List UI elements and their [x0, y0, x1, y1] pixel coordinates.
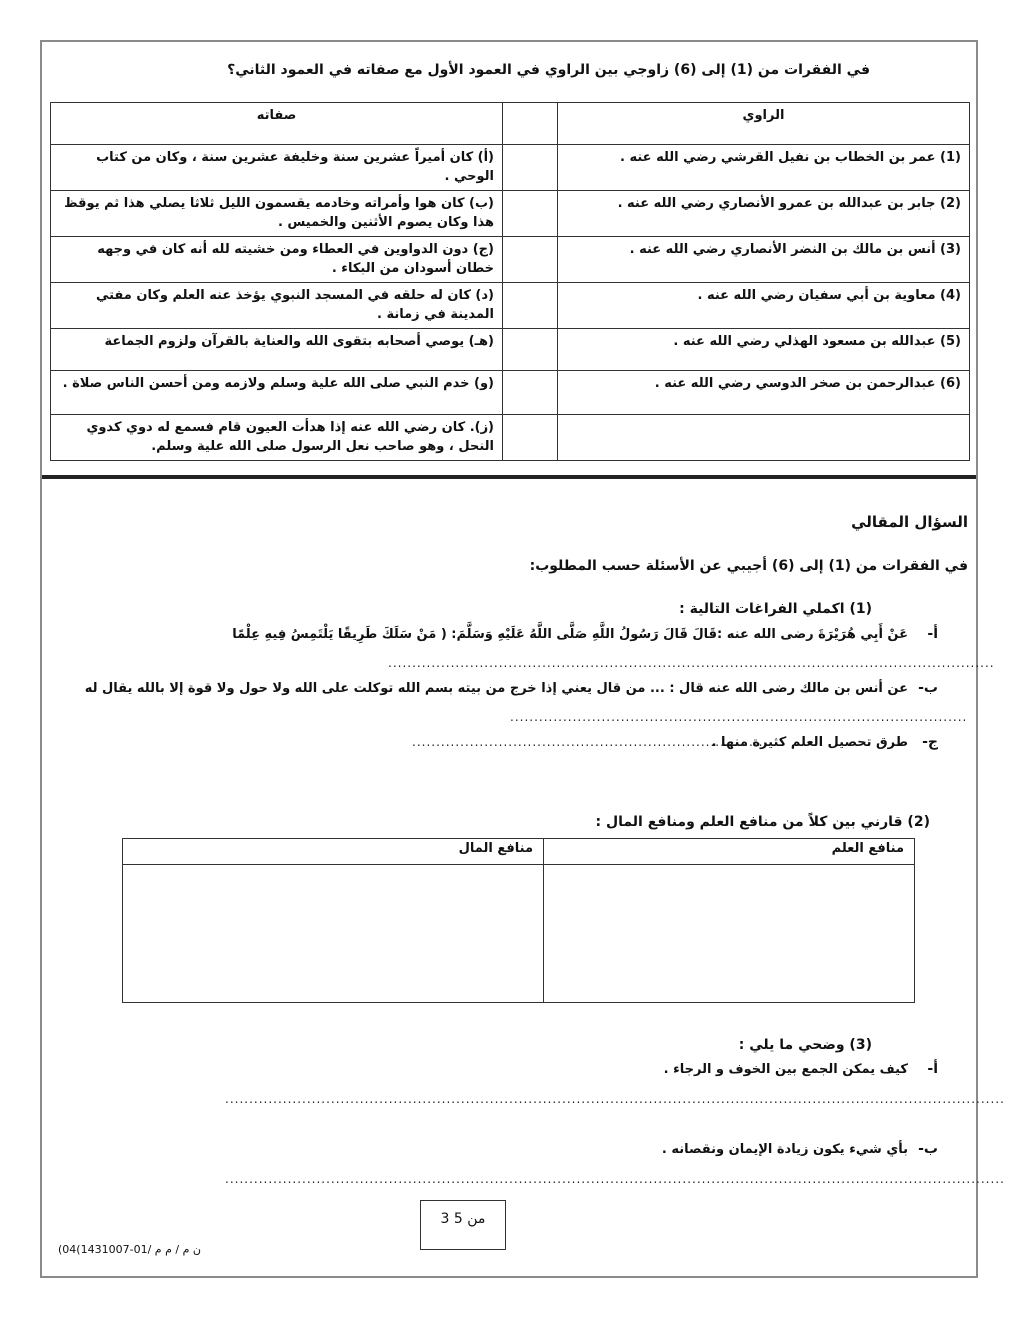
answer-cell-7[interactable] — [503, 415, 558, 461]
narrator-1: (1) عمر بن الخطاب بن نفيل القرشي رضي الله عنه . — [558, 145, 970, 191]
attribute-d: (د) كان له حلقه في المسجد النبوي يؤخذ عنه العلم وكان مفتي المدينة في زمانة . — [51, 283, 503, 329]
q1-title: (1) اكملي الفراغات التالية : — [679, 601, 872, 617]
answer-cell-6[interactable] — [503, 371, 558, 415]
q1-b-marker: ب- — [918, 680, 938, 696]
q1-c-text: طرق تحصيل العلم كثيرة منها . — [711, 735, 908, 750]
page-number-box — [420, 1200, 506, 1250]
attribute-a: (أ) كان أميراً عشرين سنة وخليفة عشرين سنة ، وكان من كتاب الوحي . — [51, 145, 503, 191]
attribute-g: (ز). كان رضي الله عنه إذا هدأت العيون قام فسمع له دوي كدوي النحل ، وهو صاحب نعل الرسول صلى الله علية وسلم. — [51, 415, 503, 461]
essay-instruction: في الفقرات من (1) إلى (6) أجيبي عن الأسئلة حسب المطلوب: — [529, 558, 968, 574]
q1-a-answer-line[interactable]: .............................................................................................................................. — [388, 656, 995, 670]
answer-cell-4[interactable] — [503, 283, 558, 329]
narrator-5: (5) عبدالله بن مسعود الهذلي رضي الله عنه . — [558, 329, 970, 371]
q3-a-answer-line[interactable]: .................................................................................................................................................................. — [225, 1092, 1005, 1106]
answer-cell-3[interactable] — [503, 237, 558, 283]
header-attribute: صفاته — [51, 103, 503, 145]
q3-title: (3) وضحي ما يلي : — [738, 1037, 872, 1053]
q1-a-marker: أ- — [927, 626, 938, 642]
page-number: 3 من 5 — [440, 1211, 486, 1227]
answer-cell-5[interactable] — [503, 329, 558, 371]
matching-instruction: في الفقرات من (1) إلى (6) زاوجي بين الراوي في العمود الأول مع صفاته في العمود الثاني؟ — [227, 62, 870, 78]
col-money-header: منافع المال — [123, 839, 544, 865]
q3-b-answer-line[interactable]: .................................................................................................................................................................. — [225, 1172, 1005, 1186]
narrator-empty — [558, 415, 970, 461]
narrator-6: (6) عبدالرحمن بن صخر الدوسي رضي الله عنه . — [558, 371, 970, 415]
q3-a-text: كيف يمكن الجمع بين الخوف و الرجاء . — [663, 1062, 908, 1077]
narrator-3: (3) أنس بن مالك بن النضر الأنصاري رضي الله عنه . — [558, 237, 970, 283]
document-code: ن م / م م /01-1431007)04) — [58, 1243, 201, 1256]
money-answer-cell[interactable] — [123, 865, 544, 1003]
comparison-table — [122, 838, 915, 1003]
q3-a-marker: أ- — [927, 1061, 938, 1077]
q3-b-marker: ب- — [918, 1141, 938, 1157]
q1-c-marker: ج- — [922, 734, 938, 750]
narrator-2: (2) جابر بن عبدالله بن عمرو الأنصاري رضي الله عنه . — [558, 191, 970, 237]
answer-cell-2[interactable] — [503, 191, 558, 237]
section-divider — [42, 475, 976, 479]
knowledge-answer-cell[interactable] — [544, 865, 915, 1003]
col-knowledge-header: منافع العلم — [544, 839, 915, 865]
answer-cell-1[interactable] — [503, 145, 558, 191]
attribute-c: (ج) دون الدواوين في العطاء ومن خشيته لله أنه كان في وجهه خطان أسودان من البكاء . — [51, 237, 503, 283]
q1-b-answer-line[interactable]: ............................................................................................... — [510, 710, 968, 724]
q1-b-text: عن أنس بن مالك رضى الله عنه قال : ... من قال يعني إذا خرج من بيته بسم الله توكلت على الله ولا حول ولا قوة إلا بالله يقال له — [84, 681, 908, 696]
q3-b-text: بأي شيء يكون زيادة الإيمان ونقصانه . — [661, 1142, 908, 1157]
q1-c-answer-line[interactable]: ......................................................................... — [412, 735, 764, 749]
attribute-f: (و) خدم النبي صلى الله علية وسلم ولازمه ومن أحسن الناس صلاة . — [51, 371, 503, 415]
answer-cell[interactable] — [503, 103, 558, 145]
q1-a-text: عَنْ أَبِي هُرَيْرَةَ رضى الله عنه :قَالَ قَالَ رَسُولُ اللَّهِ صَلَّى اللَّهُ عَلَيْهِ وَسَلَّمَ: ( مَنْ سَلَكَ طَرِيقًا يَلْتَمِسُ فِيهِ عِلْمًا — [232, 627, 908, 642]
matching-table — [50, 102, 970, 461]
header-narrator: الراوي — [558, 103, 970, 145]
narrator-4: (4) معاوية بن أبي سفيان رضي الله عنه . — [558, 283, 970, 329]
essay-title: السؤال المقالي — [851, 513, 968, 531]
attribute-e: (هـ) يوصي أصحابه بتقوى الله والعناية بالقرآن ولزوم الجماعة — [51, 329, 503, 371]
attribute-b: (ب) كان هوا وأمراته وخادمه يقسمون الليل ثلاثا يصلي هذا ثم يوقظ هذا وكان يصوم الأثنين والخميس . — [51, 191, 503, 237]
q2-title: (2) قارني بين كلاً من منافع العلم ومنافع المال : — [595, 814, 930, 830]
